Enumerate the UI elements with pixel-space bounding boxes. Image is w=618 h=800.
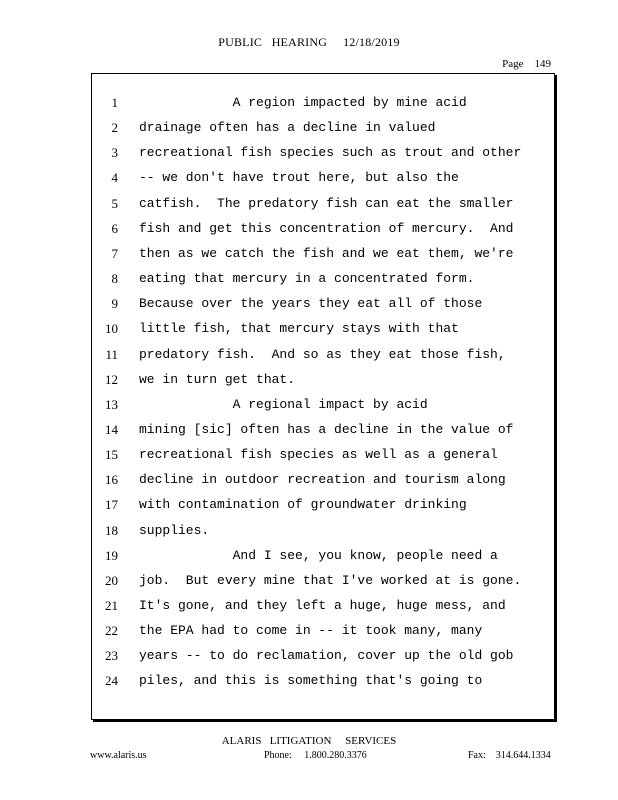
transcript-line <box>92 546 556 571</box>
line-text: fish and get this concentration of mercury. And <box>139 220 514 236</box>
line-number: 17 <box>105 497 118 513</box>
line-text: recreational fish species as well as a general <box>139 447 498 463</box>
line-number: 20 <box>105 572 118 588</box>
line-number: 5 <box>111 195 118 211</box>
page-number: Page 149 <box>502 58 551 70</box>
line-text: mining [sic] often has a decline in the value of <box>139 421 514 437</box>
line-number: 9 <box>111 296 118 312</box>
line-text: supplies. <box>139 522 210 538</box>
transcript-line <box>92 168 556 193</box>
line-text: catfish. The predatory fish can eat the smaller <box>139 195 514 211</box>
line-text: little fish, that mercury stays with that <box>139 321 459 337</box>
transcript-line <box>92 345 556 370</box>
line-text: years -- to do reclamation, cover up the old gob <box>139 648 514 664</box>
transcript-line <box>92 671 556 696</box>
transcript-line <box>92 244 556 269</box>
line-number: 10 <box>105 321 118 337</box>
transcript-frame <box>91 73 555 720</box>
line-text: piles, and this is something that's going to <box>139 673 483 689</box>
line-number: 24 <box>105 673 118 689</box>
line-number: 8 <box>111 271 118 287</box>
line-text: -- we don't have trout here, but also the <box>139 170 459 186</box>
transcript-line <box>92 319 556 344</box>
line-number: 16 <box>105 472 118 488</box>
line-number: 18 <box>105 522 118 538</box>
line-text: the EPA had to come in -- it took many, many <box>139 623 483 639</box>
line-number: 22 <box>105 623 118 639</box>
line-number: 11 <box>105 346 118 362</box>
transcript-line <box>92 194 556 219</box>
transcript-line <box>92 470 556 495</box>
line-text: with contamination of groundwater drinking <box>139 497 467 513</box>
transcript-line <box>92 143 556 168</box>
line-text: job. But every mine that I've worked at is gone. <box>139 572 522 588</box>
line-text: It's gone, and they left a huge, huge mess, and <box>139 598 506 613</box>
transcript-line <box>92 118 556 143</box>
line-text: A regional impact by acid <box>139 396 428 412</box>
footer-company-name: ALARIS LITIGATION SERVICES <box>221 735 397 747</box>
footer-fax: Fax: 314.644.1334 <box>468 750 551 761</box>
transcript-line <box>92 269 556 294</box>
line-number: 15 <box>105 447 118 463</box>
line-number: 14 <box>105 421 118 437</box>
footer-website: www.alaris.us <box>90 750 147 761</box>
line-number: 12 <box>105 371 118 387</box>
line-number: 23 <box>105 648 118 664</box>
transcript-line <box>92 495 556 520</box>
transcript-line <box>92 370 556 395</box>
line-number: 19 <box>105 547 118 563</box>
line-text: recreational fish species such as trout and other <box>139 145 522 161</box>
transcript-line <box>92 420 556 445</box>
transcript-line <box>92 571 556 596</box>
line-number: 6 <box>111 220 118 236</box>
transcript-line <box>92 521 556 546</box>
line-text: And I see, you know, people need a <box>139 547 498 563</box>
line-number: 21 <box>105 598 118 613</box>
transcript-line <box>92 395 556 420</box>
page-header-title: PUBLIC HEARING 12/18/2019 <box>218 35 400 49</box>
transcript-line <box>92 596 556 621</box>
line-number: 2 <box>111 120 118 136</box>
line-number: 1 <box>111 95 118 110</box>
transcript-line <box>92 219 556 244</box>
line-text: Because over the years they eat all of those <box>139 296 483 312</box>
line-text: predatory fish. And so as they eat those fish, <box>139 346 506 362</box>
line-text: then as we catch the fish and we eat them, we're <box>139 245 514 261</box>
line-text: we in turn get that. <box>139 371 296 387</box>
transcript-line <box>92 445 556 470</box>
line-number: 7 <box>111 245 118 261</box>
line-text: eating that mercury in a concentrated form. <box>139 271 475 287</box>
line-text: drainage often has a decline in valued <box>139 120 436 136</box>
transcript-line <box>92 646 556 671</box>
transcript-line <box>92 93 556 118</box>
transcript-line <box>92 621 556 646</box>
transcript-line <box>92 294 556 319</box>
line-text: decline in outdoor recreation and tourism along <box>139 472 506 488</box>
footer-phone: Phone: 1.800.280.3376 <box>264 750 367 761</box>
line-number: 4 <box>111 170 118 186</box>
line-number: 13 <box>105 396 118 412</box>
line-number: 3 <box>111 145 118 161</box>
line-text: A region impacted by mine acid <box>139 95 467 110</box>
